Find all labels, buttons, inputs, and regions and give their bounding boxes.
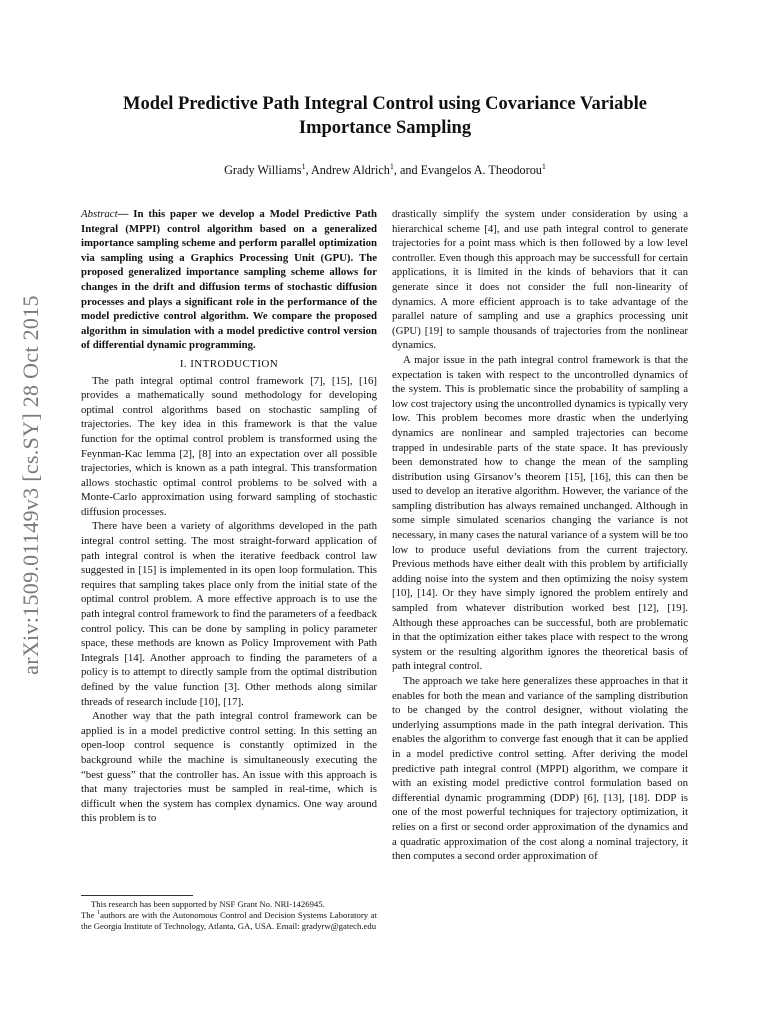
author-name: Evangelos A. Theodorou bbox=[420, 163, 542, 177]
affiliation-note-prefix: The bbox=[81, 910, 98, 921]
author-list bbox=[80, 162, 690, 178]
body-paragraph: The path integral optimal control framework [7], [15], [16] provides a mathematically sound methodology for developing optimal control algorithms based on stochastic sampling of trajectories. The key idea in this framework is that the value function for the optimal control problem is transformed using the Feynman-Kac lemma [2], [8] into an expectation over all possible trajectories, which is known as a path integral. This transformation allows stochastic optimal control problems to be solved with a Monte-Carlo approximation using forward sampling of stochastic diffusion processes. bbox=[81, 374, 377, 518]
paper-title bbox=[80, 92, 690, 140]
abstract bbox=[81, 207, 377, 353]
right-column bbox=[392, 207, 688, 864]
arxiv-identifier-text: arXiv:1509.01149v3 [cs.SY] 28 Oct 2015 bbox=[18, 295, 43, 675]
paper-title-line-2: Importance Sampling bbox=[298, 118, 472, 138]
affiliation-note-text: authors are with the Autonomous Control and Decision Systems Laboratory at the Georgia Institute of Technology, Atlanta, GA, USA. Email: gradyrw@gatech.edu bbox=[81, 910, 377, 932]
section-heading-introduction: I. INTRODUCTION bbox=[179, 357, 279, 370]
footnote-divider bbox=[81, 895, 193, 896]
abstract-label: Abstract bbox=[81, 208, 118, 220]
footnote bbox=[81, 899, 377, 933]
paper-title-line-1: Model Predictive Path Integral Control using Covariance Variable bbox=[123, 94, 647, 114]
funding-note: This research has been supported by NSF Grant No. NRI-1426945. bbox=[91, 899, 325, 909]
body-paragraph: Another way that the path integral control framework can be applied is in a model predictive control setting. In this setting an open-loop control sequence is constantly optimized in the background while the machine is simultaneously executing the “best guess” that the controller has. An issue with this approach is that many trajectories must be sampled in real-time, which is difficult when the system has complex dynamics. One way around this problem is to bbox=[81, 710, 377, 825]
affiliation-note bbox=[81, 910, 377, 932]
arxiv-identifier-stamp bbox=[18, 270, 44, 700]
affiliation-mark: 1 bbox=[541, 161, 546, 171]
affiliation-mark: 1 bbox=[97, 910, 101, 917]
affiliation-mark: 1 bbox=[389, 161, 394, 171]
affiliation-mark: 1 bbox=[301, 161, 306, 171]
author-separator: , and bbox=[393, 163, 421, 177]
body-paragraph: The approach we take here generalizes these approaches in that it enables for both the mean and variance of the sampling distribution to be changed by the control designer, without violating the underlying assumptions made in the path integral derivation. This enables the algorithm to converge fast enough that it can be applied in a model predictive control setting. After deriving the model predictive path integral control (MPPI) algorithm, we compare it with an existing model predictive control formulation based on differential dynamic programming (DDP) [6], [13], [18]. DDP is one of the most powerful techniques for trajectory optimization, it relies on a first or second order approximation of the dynamics and a quadratic approximation of the cost along a nominal trajectory, it then computes a second order approximation of bbox=[392, 675, 688, 863]
left-column bbox=[81, 207, 377, 826]
author-name: Andrew Aldrich bbox=[310, 163, 390, 177]
body-paragraph: A major issue in the path integral control framework is that the expectation is taken with respect to the uncontrolled dynamics of the system. This is problematic since the probability of sampling a low cost trajectory using the uncontrolled dynamics is typically very low. This problem becomes more drastic when the underlying dynamics are nonlinear and sampled trajectories can become trapped in undesirable parts of the state space. It has previously been demonstrated how to change the mean of the sampling distribution using Girsanov’s theorem [15], [16], this can then be used to develop an iterative algorithm. However, the variance of the sampling distribution has always remained unchanged. Although in some simple simulated scenarios changing the variance is not necessary, in many cases the natural variance of a system will be too low to produce useful deviations from the current trajectory. Previous methods have either dealt with this problem by artificially adding noise into the system and then optimizing the noisy system [10], [14]. Or they have simply ignored the problem entirely and sampled from whatever distribution worked best [12], [19]. Although these approaches can be successful, both are problematic in that the optimization either takes place with respect to the wrong system or the resulting algorithm ignores the theoretical basis of path integral control. bbox=[392, 353, 688, 673]
author-separator: , bbox=[305, 163, 311, 177]
abstract-text: — In this paper we develop a Model Predictive Path Integral (MPPI) control algorithm based on a generalized importance sampling scheme and perform parallel optimization via sampling using a Graphics Processing Unit (GPU). The proposed generalized importance sampling scheme allows for changes in the drift and diffusion terms of stochastic diffusion processes and plays a significant role in the performance of the model predictive control algorithm. We compare the proposed algorithm in simulation with a model predictive control version of differential dynamic programming. bbox=[81, 208, 377, 352]
author-name: Grady Williams bbox=[224, 163, 302, 177]
body-paragraph: drastically simplify the system under consideration by using a hierarchical scheme [4], and use path integral control to generate trajectories for a point mass which is then followed by a low level controller. Even though this approach may be successfull for certain applications, it is limited in the kinds of behaviors that it can generate since it does not consider the full non-linearity of dynamics. A more efficient approach is to take advantage of the parallel nature of sampling and use a graphics processing unit (GPU) [19] to sample thousands of trajectories from the nonlinear dynamics. bbox=[392, 208, 688, 352]
body-paragraph: There have been a variety of algorithms developed in the path integral control setting. The most straight-forward application of path integral control is when the iterative feedback control law suggested in [15] is implemented in its open loop formulation. This requires that sampling takes place only from the initial state of the optimal control problem. A more effective approach is to use the path integral control framework to find the parameters of a feedback control policy. This can be done by sampling in policy parameter space, these methods are known as Policy Improvement with Path Integrals [14]. Another approach to finding the parameters of a policy is to attempt to directly sample from the optimal distribution defined by the value function [3]. Other methods along similar threads of research include [10], [17]. bbox=[81, 520, 377, 708]
